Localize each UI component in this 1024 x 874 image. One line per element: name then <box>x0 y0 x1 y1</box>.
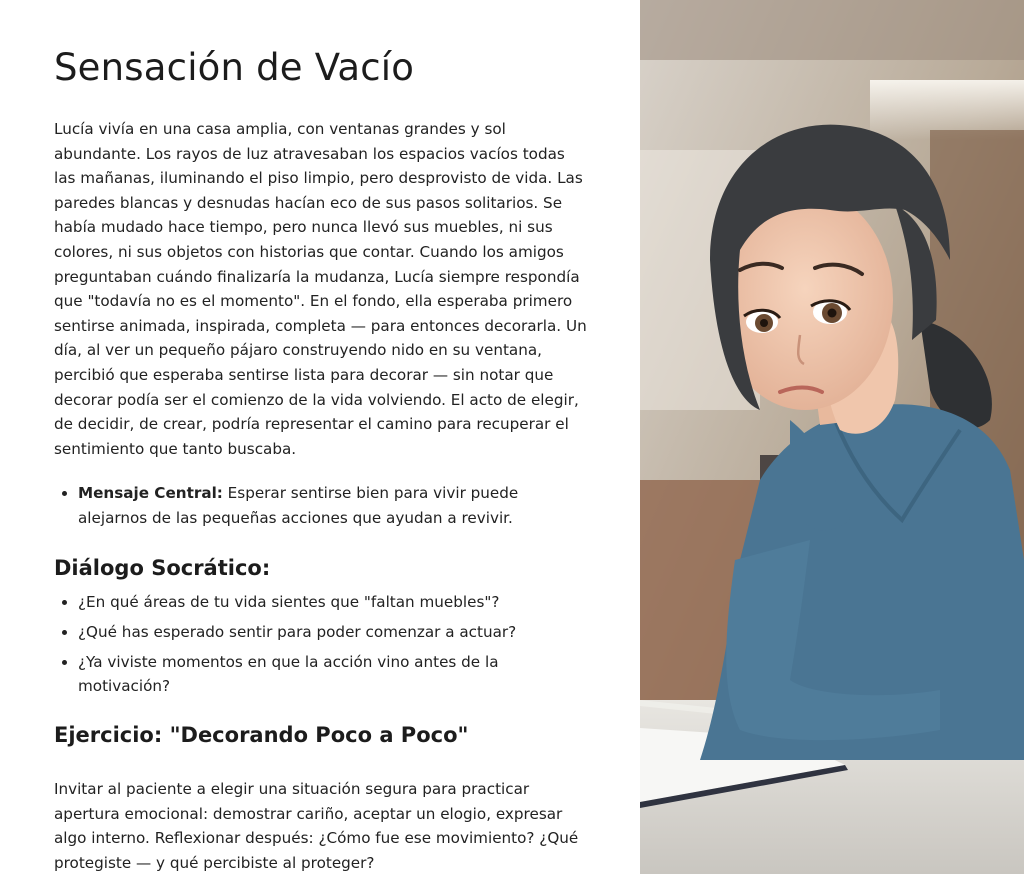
story-paragraph: Lucía vivía en una casa amplia, con ventanas grandes y sol abundante. Los rayos de luz atravesaban los espacios vacíos todas las mañanas, iluminando el piso limpio, pero desprovisto de vida. Las paredes blancas y desnudas hacían eco de sus pasos solitarios. Se había mudado hace tiempo, pero nunca llevó sus muebles, ni sus colores, ni sus objetos con historias que contar. Cuando los amigos preguntaban cuándo finalizaría la mudanza, Lucía siempre respondía que "todavía no es el momento". En el fondo, ella esperaba primero sentirse animada, inspirada, completa — para entonces decorarla. Un día, al ver un pequeño pájaro construyendo nido en su ventana, percibió que esperaba sentirse lista para decorar — sin notar que decorar podía ser el comienzo de la vida volviendo. El acto de elegir, de decidir, de crear, podría representar el camino para recuperar el sentimiento que tanto buscaba. <box>54 120 587 458</box>
central-message-list <box>54 481 590 530</box>
illustration-svg <box>640 0 1024 874</box>
list-item: • ¿Qué has esperado sentir para poder comenzar a actuar? <box>78 620 590 645</box>
exercise-paragraph: Invitar al paciente a elegir una situación segura para practicar apertura emocional: demostrar cariño, aceptar un elogio, expresar algo interno. Reflexionar después: ¿Cómo fue ese movimiento? ¿Qué protegiste — y qué percibiste al proteger? <box>54 780 579 872</box>
central-message-item <box>78 481 590 530</box>
central-message-label: Mensaje Central: <box>78 484 223 503</box>
list-item: • ¿Ya viviste momentos en que la acción vino antes de la motivación? <box>78 650 590 699</box>
dialog-heading: Diálogo Socrático: <box>54 555 271 580</box>
exercise-heading: Ejercicio: "Decorando Poco a Poco" <box>54 723 469 748</box>
page-title: Sensación de Vacío <box>54 46 415 89</box>
list-item: • ¿En qué áreas de tu vida sientes que "faltan muebles"? <box>78 590 590 615</box>
illustration-sad-woman <box>640 0 1024 874</box>
central-message-text: Esperar sentirse bien para vivir puede alejarnos de las pequeñas acciones que ayudan a revivir. <box>78 484 519 527</box>
dialog-questions <box>54 590 590 700</box>
